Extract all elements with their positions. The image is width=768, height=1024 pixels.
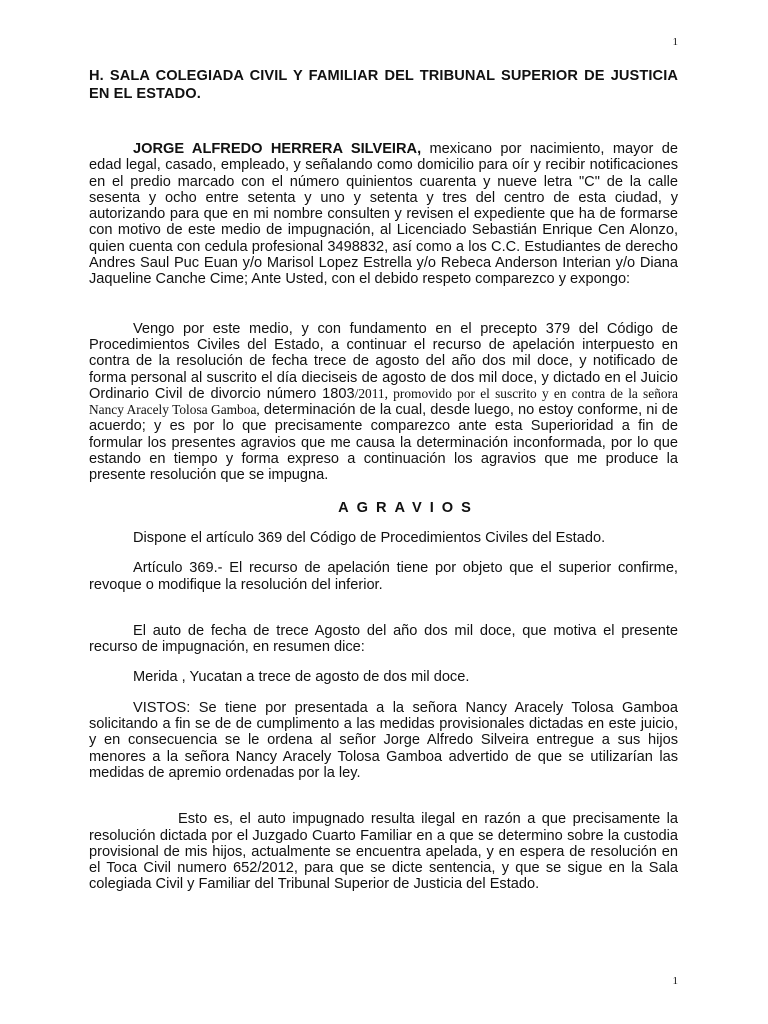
merida-line: Merida , Yucatan a trece de agosto de dos mil doce.	[133, 669, 470, 686]
intro-paragraph	[89, 141, 678, 288]
agravios-title: AGRAVIOS	[338, 499, 479, 516]
petition-text-b: determinación de la cual, desde luego, no estoy conforme, ni de acuerdo; y es por lo que precisamente comparezco ante esta Superioridad a fin de formular los presentes agravios que me causa la determinación inconformada, por lo que estando en tiempo y forma expreso a continuación los agravios que me produce la presente resolución que se impugna.	[89, 402, 678, 484]
intro-text: mexicano por nacimiento, mayor de edad legal, casado, empleado, y señalando como domicilio para oír y recibir notificaciones en el predio marcado con el número quinientos cuarenta y nueve letra "C" de la calle sesenta y ocho entre setenta y uno y setenta y tres del centro de esta ciudad, y autorizando para que en mi nombre consulten y revisen el expediente que ha de formarse con motivo de este medio de impugnación, al Licenciado Sebastián Enrique Cen Alonzo, quien cuenta con cedula profesional 3498832, así como a los C.C. Estudiantes de derecho Andres Saul Puc Euan y/o Marisol Lopez Estrella y/o Rebeca Anderson Interian y/o Diana Jaqueline Canche Cime; Ante Usted, con el debido respeto comparezco y expongo:	[89, 141, 678, 288]
document-body	[89, 68, 678, 893]
page-number-bottom: 1	[672, 975, 678, 987]
court-heading: H. SALA COLEGIADA CIVIL Y FAMILIAR DEL TRIBUNAL SUPERIOR DE JUSTICIA EN EL ESTADO.	[89, 68, 678, 102]
petition-paragraph	[89, 321, 678, 484]
articulo-paragraph: Artículo 369.- El recurso de apelación tiene por objeto que el superior confirme, revoque o modifique la resolución del inferior.	[89, 560, 678, 593]
vistos-paragraph: VISTOS: Se tiene por presentada a la señora Nancy Aracely Tolosa Gamboa solicitando a fin se de de cumplimento a las medidas provisionales dictadas en este juicio, y en consecuencia se le ordena al señor Jorge Alfredo Silveira entregue a sus hijos menores a la señora Nancy Aracely Tolosa Gamboa advertido de que se utilizarían las medidas de apremio ordenadas por la ley.	[89, 699, 678, 781]
petition-case-serif: /2011, promovido por el suscrito y en contra de la señora Nancy Aracely Tolosa Gamboa,	[89, 385, 679, 418]
dispone-paragraph: Dispone el artículo 369 del Código de Procedimientos Civiles del Estado.	[133, 529, 606, 546]
auto-paragraph: El auto de fecha de trece Agosto del año dos mil doce, que motiva el presente recurso de impugnación, en resumen dice:	[89, 622, 678, 656]
page-number-top: 1	[672, 36, 678, 48]
petitioner-name: JORGE ALFREDO HERRERA SILVEIRA,	[133, 141, 422, 157]
esto-paragraph: Esto es, el auto impugnado resulta ilegal en razón a que precisamente la resolución dictada por el Juzgado Cuarto Familiar en a que se determino sobre la custodia provisional de mis hijos, actualmente se encuentra apelada, y en espera de resolución en el Toca Civil numero 652/2012, para que se dicte sentencia, y que se sigue en la Sala colegiada Civil y Familiar del Tribunal Superior de Justicia del Estado.	[89, 811, 678, 893]
petition-text-a: Vengo por este medio, y con fundamento en el precepto 379 del Código de Procedimientos Civiles del Estado, a continuar el recurso de apelación interpuesto en contra de la resolución de fecha trece de agosto del año dos mil doce, y notificado de forma personal al suscrito el día dieciseis de agosto de dos mil doce, y dictado en el Juicio Ordinario Civil de divorcio número 1803	[89, 320, 678, 402]
